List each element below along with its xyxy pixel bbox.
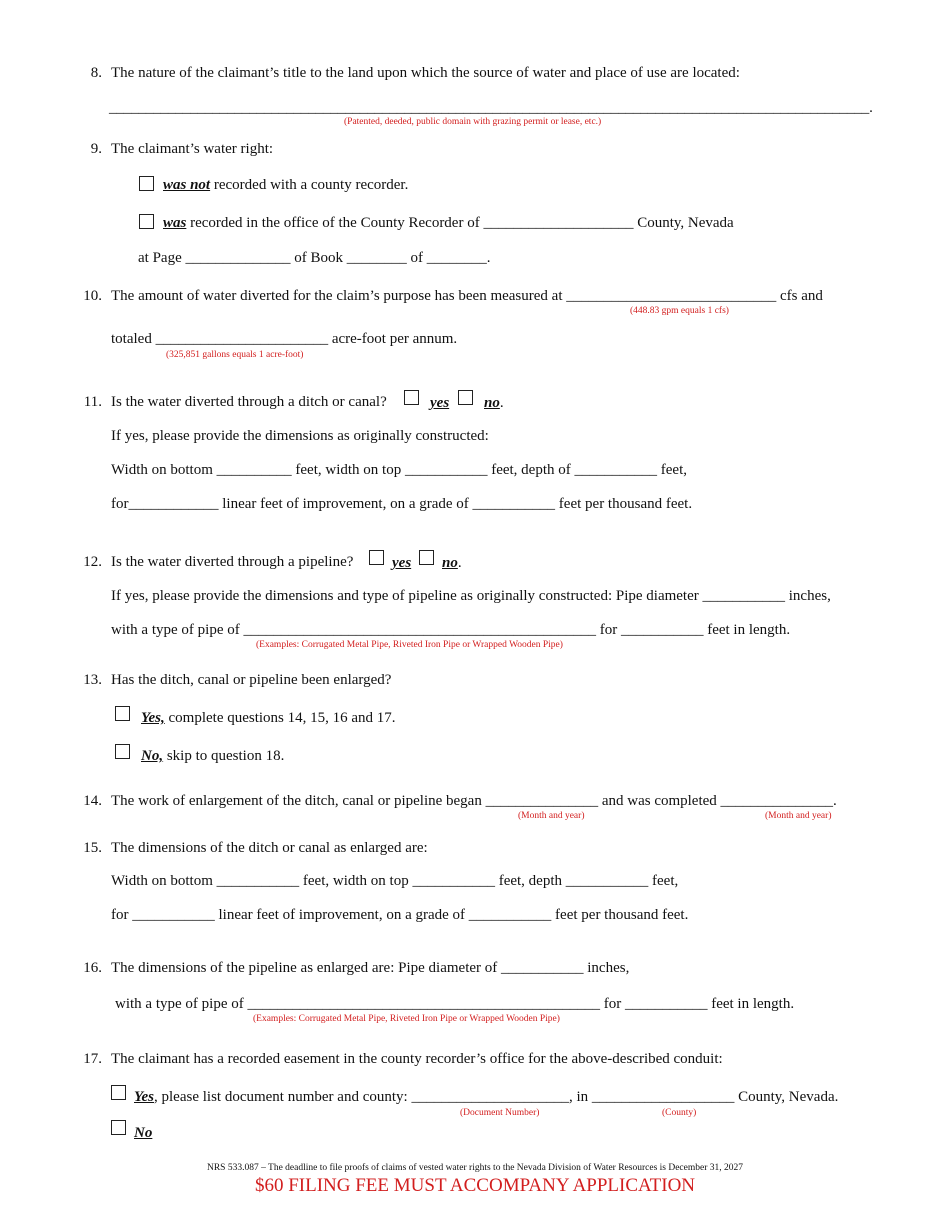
was-keyword: was: [163, 215, 187, 231]
pipeline-yes-label: yes: [392, 555, 412, 571]
pipeline-no-checkbox[interactable]: [419, 550, 434, 565]
ditch-length-grade-fields[interactable]: for____________ linear feet of improvement, on a grade of ___________ feet per thousand feet.: [111, 496, 693, 512]
pipe-type-length-fields[interactable]: with a type of pipe of _______________________________________________ for ___________ feet in length.: [111, 622, 791, 638]
question-17-text: The claimant has a recorded easement in the county recorder’s office for the above-described conduit:: [111, 1051, 723, 1067]
was-not-keyword: was not: [163, 177, 211, 193]
ditch-width-depth-fields[interactable]: Width on bottom __________ feet, width on top ___________ feet, depth of ___________ feet,: [111, 462, 687, 478]
began-date-hint: (Month and year): [518, 811, 585, 821]
was-not-recorded-label: recorded with a county recorder.: [210, 177, 409, 193]
easement-yes-option[interactable]: [134, 1089, 838, 1106]
enlarged-pipe-diameter-field[interactable]: The dimensions of the pipeline as enlarged are: Pipe diameter of ___________ inches,: [111, 960, 630, 976]
title-field[interactable]: _______________________________________________________________________________________________________.: [109, 100, 873, 116]
title-field-hint: (Patented, deeded, public domain with grazing permit or lease, etc.): [344, 117, 602, 127]
county-hint: (County): [662, 1108, 697, 1118]
question-number: 15.: [83, 840, 102, 856]
ditch-no-option: [484, 395, 504, 412]
question-15-text: The dimensions of the ditch or canal as enlarged are:: [111, 840, 428, 856]
acre-foot-hint: (325,851 gallons equals 1 acre-foot): [166, 350, 304, 360]
acre-foot-field[interactable]: totaled _______________________ acre-foot per annum.: [111, 331, 458, 347]
enlarged-yes-keyword: Yes,: [141, 710, 165, 726]
question-number: 9.: [90, 141, 102, 157]
question-number: 14.: [83, 793, 102, 809]
enlarged-yes-label: complete questions 14, 15, 16 and 17.: [164, 710, 396, 726]
filing-fee-notice: $60 FILING FEE MUST ACCOMPANY APPLICATION: [254, 1175, 696, 1196]
was-recorded-option: [163, 215, 734, 232]
easement-document-county-fields[interactable]: , please list document number and county: _____________________, in ___________________ County, Nevada.: [154, 1089, 839, 1105]
pipeline-no-option: [442, 555, 462, 572]
enlarged-no-keyword: No,: [141, 748, 164, 764]
was-not-recorded-checkbox[interactable]: [139, 176, 154, 191]
pipeline-no-label: no: [442, 555, 458, 571]
enlarged-pipe-type-hint: (Examples: Corrugated Metal Pipe, Riveted Iron Pipe or Wrapped Wooden Pipe): [253, 1014, 560, 1024]
measured-cfs-field[interactable]: The amount of water diverted for the claim’s purpose has been measured at ____________________________ cfs and: [111, 288, 823, 304]
completed-date-hint: (Month and year): [765, 811, 832, 821]
easement-no-label: No: [134, 1125, 153, 1141]
page-book-field[interactable]: at Page ______________ of Book ________ of ________.: [138, 250, 491, 266]
question-number: 12.: [83, 554, 102, 570]
enlarged-yes-checkbox[interactable]: [115, 706, 130, 721]
ditch-no-checkbox[interactable]: [458, 390, 473, 405]
question-number: 13.: [83, 672, 102, 688]
enlarged-pipe-type-fields[interactable]: with a type of pipe of _______________________________________________ for ___________ feet in length.: [115, 996, 795, 1012]
was-not-recorded-option: [163, 177, 408, 194]
enlarged-no-checkbox[interactable]: [115, 744, 130, 759]
enlargement-dates-fields[interactable]: The work of enlargement of the ditch, canal or pipeline began _______________ and was completed _______________.: [111, 793, 837, 809]
cfs-hint: (448.83 gpm equals 1 cfs): [630, 306, 729, 316]
question-number: 16.: [83, 960, 102, 976]
period: .: [499, 395, 504, 411]
ditch-yes-checkbox[interactable]: [404, 390, 419, 405]
original-dimensions-intro: If yes, please provide the dimensions as originally constructed:: [111, 428, 489, 444]
question-8-text: The nature of the claimant’s title to the land upon which the source of water and place of use are located:: [111, 65, 740, 81]
pipe-diameter-field[interactable]: If yes, please provide the dimensions and type of pipeline as originally constructed: Pipe diameter ___________ inches,: [111, 588, 831, 604]
ditch-yes-label: yes: [430, 395, 450, 411]
ditch-no-label: no: [484, 395, 500, 411]
question-13-text: Has the ditch, canal or pipeline been enlarged?: [111, 672, 392, 688]
question-11-text: Is the water diverted through a ditch or canal?: [111, 394, 387, 410]
question-number: 10.: [83, 288, 102, 304]
easement-no-checkbox[interactable]: [111, 1120, 126, 1135]
was-recorded-checkbox[interactable]: [139, 214, 154, 229]
enlarged-width-depth-fields[interactable]: Width on bottom ___________ feet, width on top ___________ feet, depth ___________ feet,: [111, 873, 679, 889]
question-12-text: Is the water diverted through a pipeline?: [111, 554, 354, 570]
pipe-type-hint: (Examples: Corrugated Metal Pipe, Riveted Iron Pipe or Wrapped Wooden Pipe): [256, 640, 563, 650]
easement-yes-keyword: Yes: [134, 1089, 154, 1105]
question-number: 11.: [83, 394, 102, 410]
easement-yes-checkbox[interactable]: [111, 1085, 126, 1100]
question-9-text: The claimant’s water right:: [111, 141, 274, 157]
nrs-deadline-note: NRS 533.087 – The deadline to file proofs of claims of vested water rights to the Nevada Division of Water Resources is December 31, 2027: [206, 1163, 744, 1173]
was-recorded-label: recorded in the office of the County Recorder of ____________________ County, Nevada: [186, 215, 734, 231]
enlarged-no-label: skip to question 18.: [163, 748, 285, 764]
question-number: 17.: [83, 1051, 102, 1067]
document-number-hint: (Document Number): [460, 1108, 540, 1118]
period: .: [457, 555, 462, 571]
pipeline-yes-checkbox[interactable]: [369, 550, 384, 565]
enlarged-yes-option: [141, 710, 396, 727]
enlarged-no-option: [141, 748, 284, 765]
question-number: 8.: [90, 65, 102, 81]
enlarged-length-grade-fields[interactable]: for ___________ linear feet of improvement, on a grade of ___________ feet per thousand feet.: [111, 907, 689, 923]
